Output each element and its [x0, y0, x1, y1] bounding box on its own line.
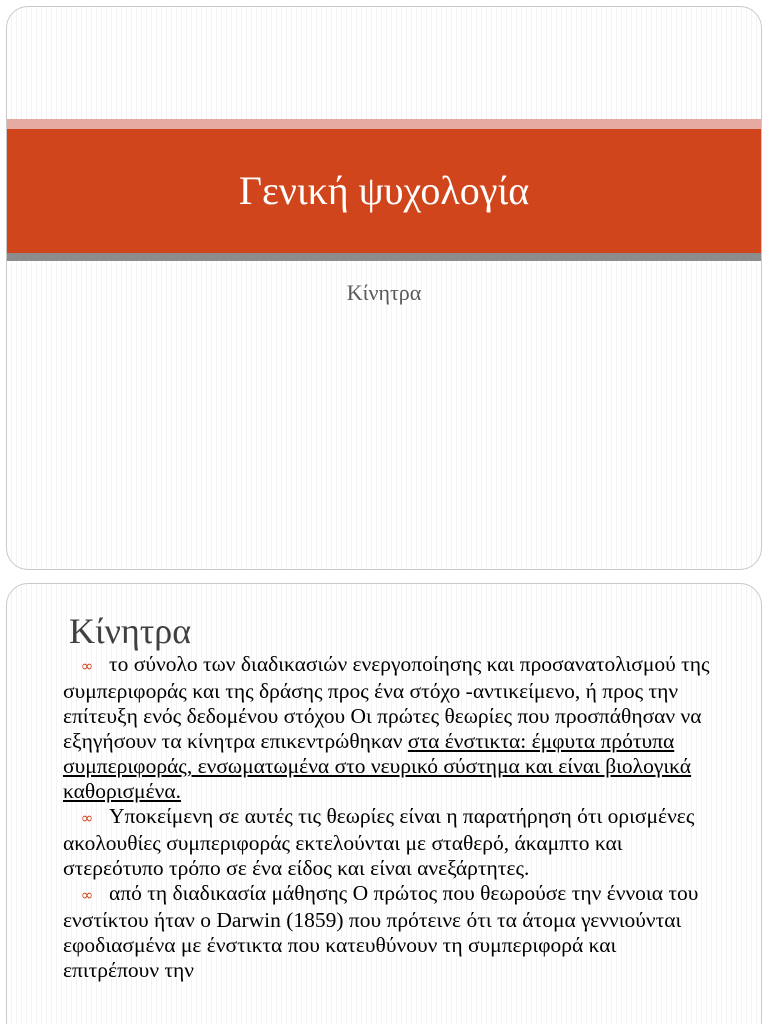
bullet-paragraph [63, 881, 713, 983]
paragraph-text: το σύνολο των διαδικασιών ενεργοποίησης και προσανατολισμού της συμπεριφοράς και της δράσης προς ένα στόχο -αντικείμενο, ή προς την επίτευξη ενός δεδομένου στόχου Οι πρώτες θεωρίες που προσπάθησαν να εξηγήσουν τα κίνητρα επικεντρώθηκαν [63, 652, 710, 753]
content-slide [6, 583, 762, 1024]
slide-subtitle: Κίνητρα [346, 280, 422, 305]
title-slide [6, 6, 762, 570]
title-band-top-stripe [7, 119, 761, 129]
underlined-text: στα ένστικτα: έμφυτα πρότυπα συμπεριφοράς, ενσωματωμένα στο νευρικό σύστημα και είναι βιολογικά καθορισμένα. [63, 729, 692, 803]
scroll-bullet-icon: ∞ [80, 809, 94, 827]
content-body [63, 652, 713, 983]
scroll-bullet-icon: ∞ [80, 886, 94, 904]
bullet-paragraph [63, 652, 713, 804]
title-band-bottom-stripe [7, 253, 761, 261]
bullet-paragraph [63, 804, 713, 881]
paragraph-text: από τη διαδικασία μάθησης Ο πρώτος που θεωρούσε την έννοια του ενστίκτου ήταν ο Darwin (1859) που πρότεινε ότι τα άτομα γεννιούνται εφοδιασμένα με ένστικτα που κατευθύνουν τη συμπεριφορά και επιτρέπουν την [63, 881, 699, 982]
scroll-bullet-icon: ∞ [80, 657, 94, 675]
content-slide-title: Κίνητρα [69, 611, 192, 651]
slide-title: Γενική ψυχολογία [238, 168, 530, 213]
paragraph-text: Υποκείμενη σε αυτές τις θεωρίες είναι η παρατήρηση ότι ορισμένες ακολουθίες συμπεριφοράς εκτελούνται με σταθερό, άκαμπτο και στερεότυπο τρόπο σε ένα είδος και είναι ανεξάρτητες. [63, 804, 695, 880]
